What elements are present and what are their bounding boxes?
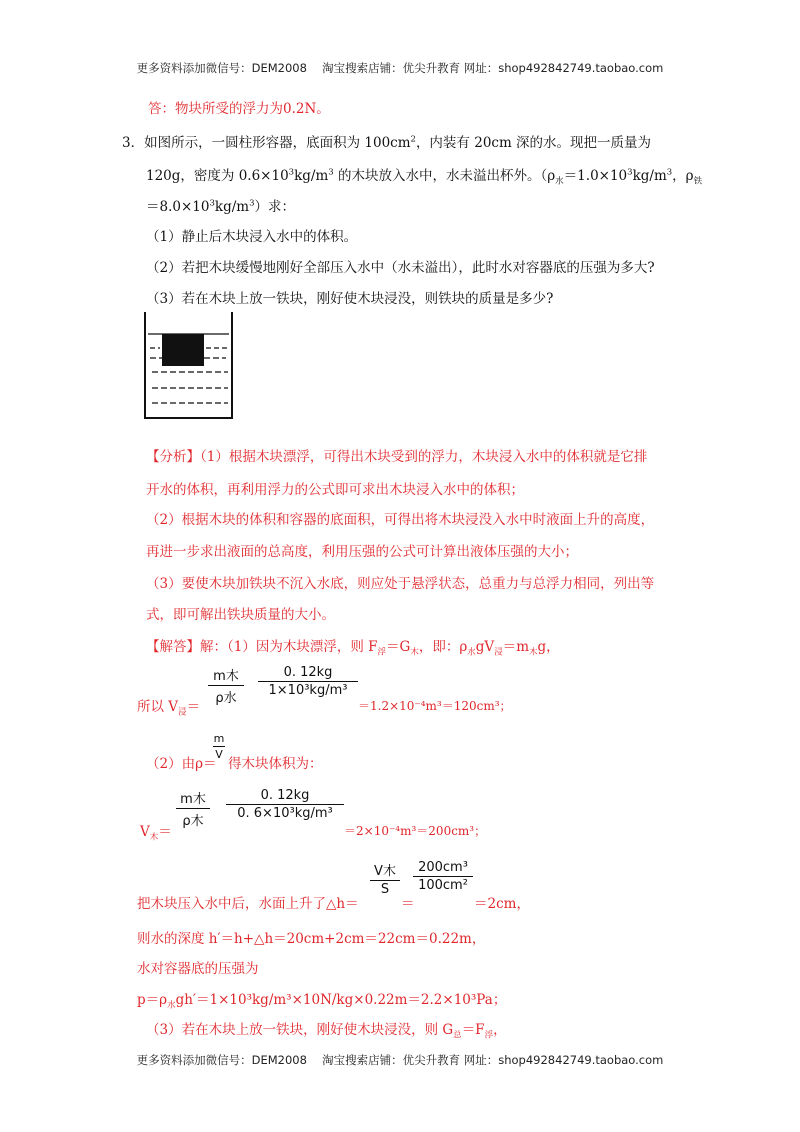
solution-line-5-eq: ＝: [401, 896, 415, 912]
question-3: （3）若在木块上放一铁块，刚好使木块浸没，则铁块的质量是多少?: [146, 291, 554, 307]
page-header: 更多资料添加微信号：DEM2008 淘宝搜索店铺：优尖升教育 网址：shop492842749.taobao.com: [136, 61, 664, 75]
solution-line-8: $p=\rho_水gh'=1\times 10^3kg/m^3\times 10N/kg\times 0.22m=2.2\times 10^3Pa$；: [137, 992, 507, 1011]
previous-answer: 答：物块所受的浮力为0.2N。: [148, 101, 330, 117]
solution-line-7: 水对容器底的压强为: [137, 961, 259, 977]
fraction-volume-over-area: 200cm³ 100cm²: [413, 860, 473, 893]
analysis-line-3: （2）根据木块的体积和容器的底面积，可得出将木块浸没入水中时液面上升的高度，: [146, 512, 655, 528]
analysis-line-4: 再进一步求出液面的总高度，利用压强的公式可计算出液体压强的大小；: [146, 544, 578, 560]
analysis-line-6: 式，即可解出铁块质量的大小。: [146, 607, 335, 623]
analysis-line-5: （3）要使木块加铁块不沉入水底，则应处于悬浮状态，总重力与总浮力相同，列出等: [146, 576, 655, 592]
container-diagram: [140, 310, 240, 422]
solution-line-1: 【解答】解：（1）因为木块漂浮，则 $F_浮=G_木$，即：$\rho_水gV_浸=m_木g$，: [146, 639, 560, 658]
fraction-mass-over-density-1: 0. 12kg 1×10³kg/m³: [258, 665, 358, 698]
solution-line-3-prefix: （2）由ρ＝: [146, 756, 217, 772]
fraction-m-over-rho-wood: m木 ρ木: [176, 788, 210, 829]
solution-line-6: 则水的深度 h′＝h+△h＝20cm+2cm＝22cm＝0.22m，: [137, 931, 486, 947]
solution-line-9: （3）若在木块上放一铁块，刚好使木块浸没，则 $G_总=F_浮$，: [146, 1022, 507, 1041]
solution-line-2-prefix: 所以 $V_浸=$: [137, 699, 201, 718]
problem-line-2: 120g，密度为 $0.6\times 10^3kg/m^3$ 的木块放入水中，水未溢出杯外。（$\rho_水=1.0\times 10^3kg/m^3$，$\rho_铁$: [146, 167, 703, 187]
analysis-line-1: 【分析】（1）根据木块漂浮，可得出木块受到的浮力，木块浸入水中的体积就是它排: [146, 449, 648, 465]
fraction-v-over-s: V木 S: [370, 860, 400, 897]
analysis-line-2: 开水的体积，再利用浮力的公式即可求出木块浸入水中的体积；: [146, 482, 524, 498]
analysis-tag: 【分析】: [146, 449, 200, 465]
question-2: （2）若把木块缓慢地刚好全部压入水中（水未溢出），此时水对容器底的压强为多大?: [146, 260, 655, 276]
question-1: （1）静止后木块浸入水中的体积。: [146, 229, 358, 245]
problem-number: 3．: [122, 135, 145, 151]
solution-line-4-result: ＝2×10⁻⁴m³＝200cm³；: [344, 824, 487, 838]
fraction-mass-over-density-2: 0. 12kg 0. 6×10³kg/m³: [226, 788, 344, 821]
solution-line-2-result: ＝1.2×10⁻⁴m³＝120cm³；: [358, 699, 512, 713]
solution-line-3-suffix: 得木块体积为：: [228, 756, 323, 772]
wood-block: [162, 334, 204, 366]
fraction-m-over-rho-water: m木 ρ水: [208, 665, 244, 706]
page-footer: 更多资料添加微信号：DEM2008 淘宝搜索店铺：优尖升教育 网址：shop492842749.taobao.com: [136, 1053, 664, 1067]
problem-line-1: 3．如图所示，一圆柱形容器，底面积为 $100cm^2$，内装有 20cm 深的水。现把一质量为: [122, 134, 652, 151]
fraction-m-over-v: m V: [213, 732, 225, 761]
solution-line-4-prefix: $V_木=$: [140, 824, 172, 843]
solution-tag: 【解答】: [146, 639, 200, 655]
problem-line-3: $=8.0\times 10^3kg/m^3$）求：: [146, 198, 295, 215]
solution-line-5-prefix: 把木块压入水中后，水面上升了△h＝: [137, 896, 359, 912]
solution-line-5-result: ＝2cm，: [474, 896, 530, 912]
